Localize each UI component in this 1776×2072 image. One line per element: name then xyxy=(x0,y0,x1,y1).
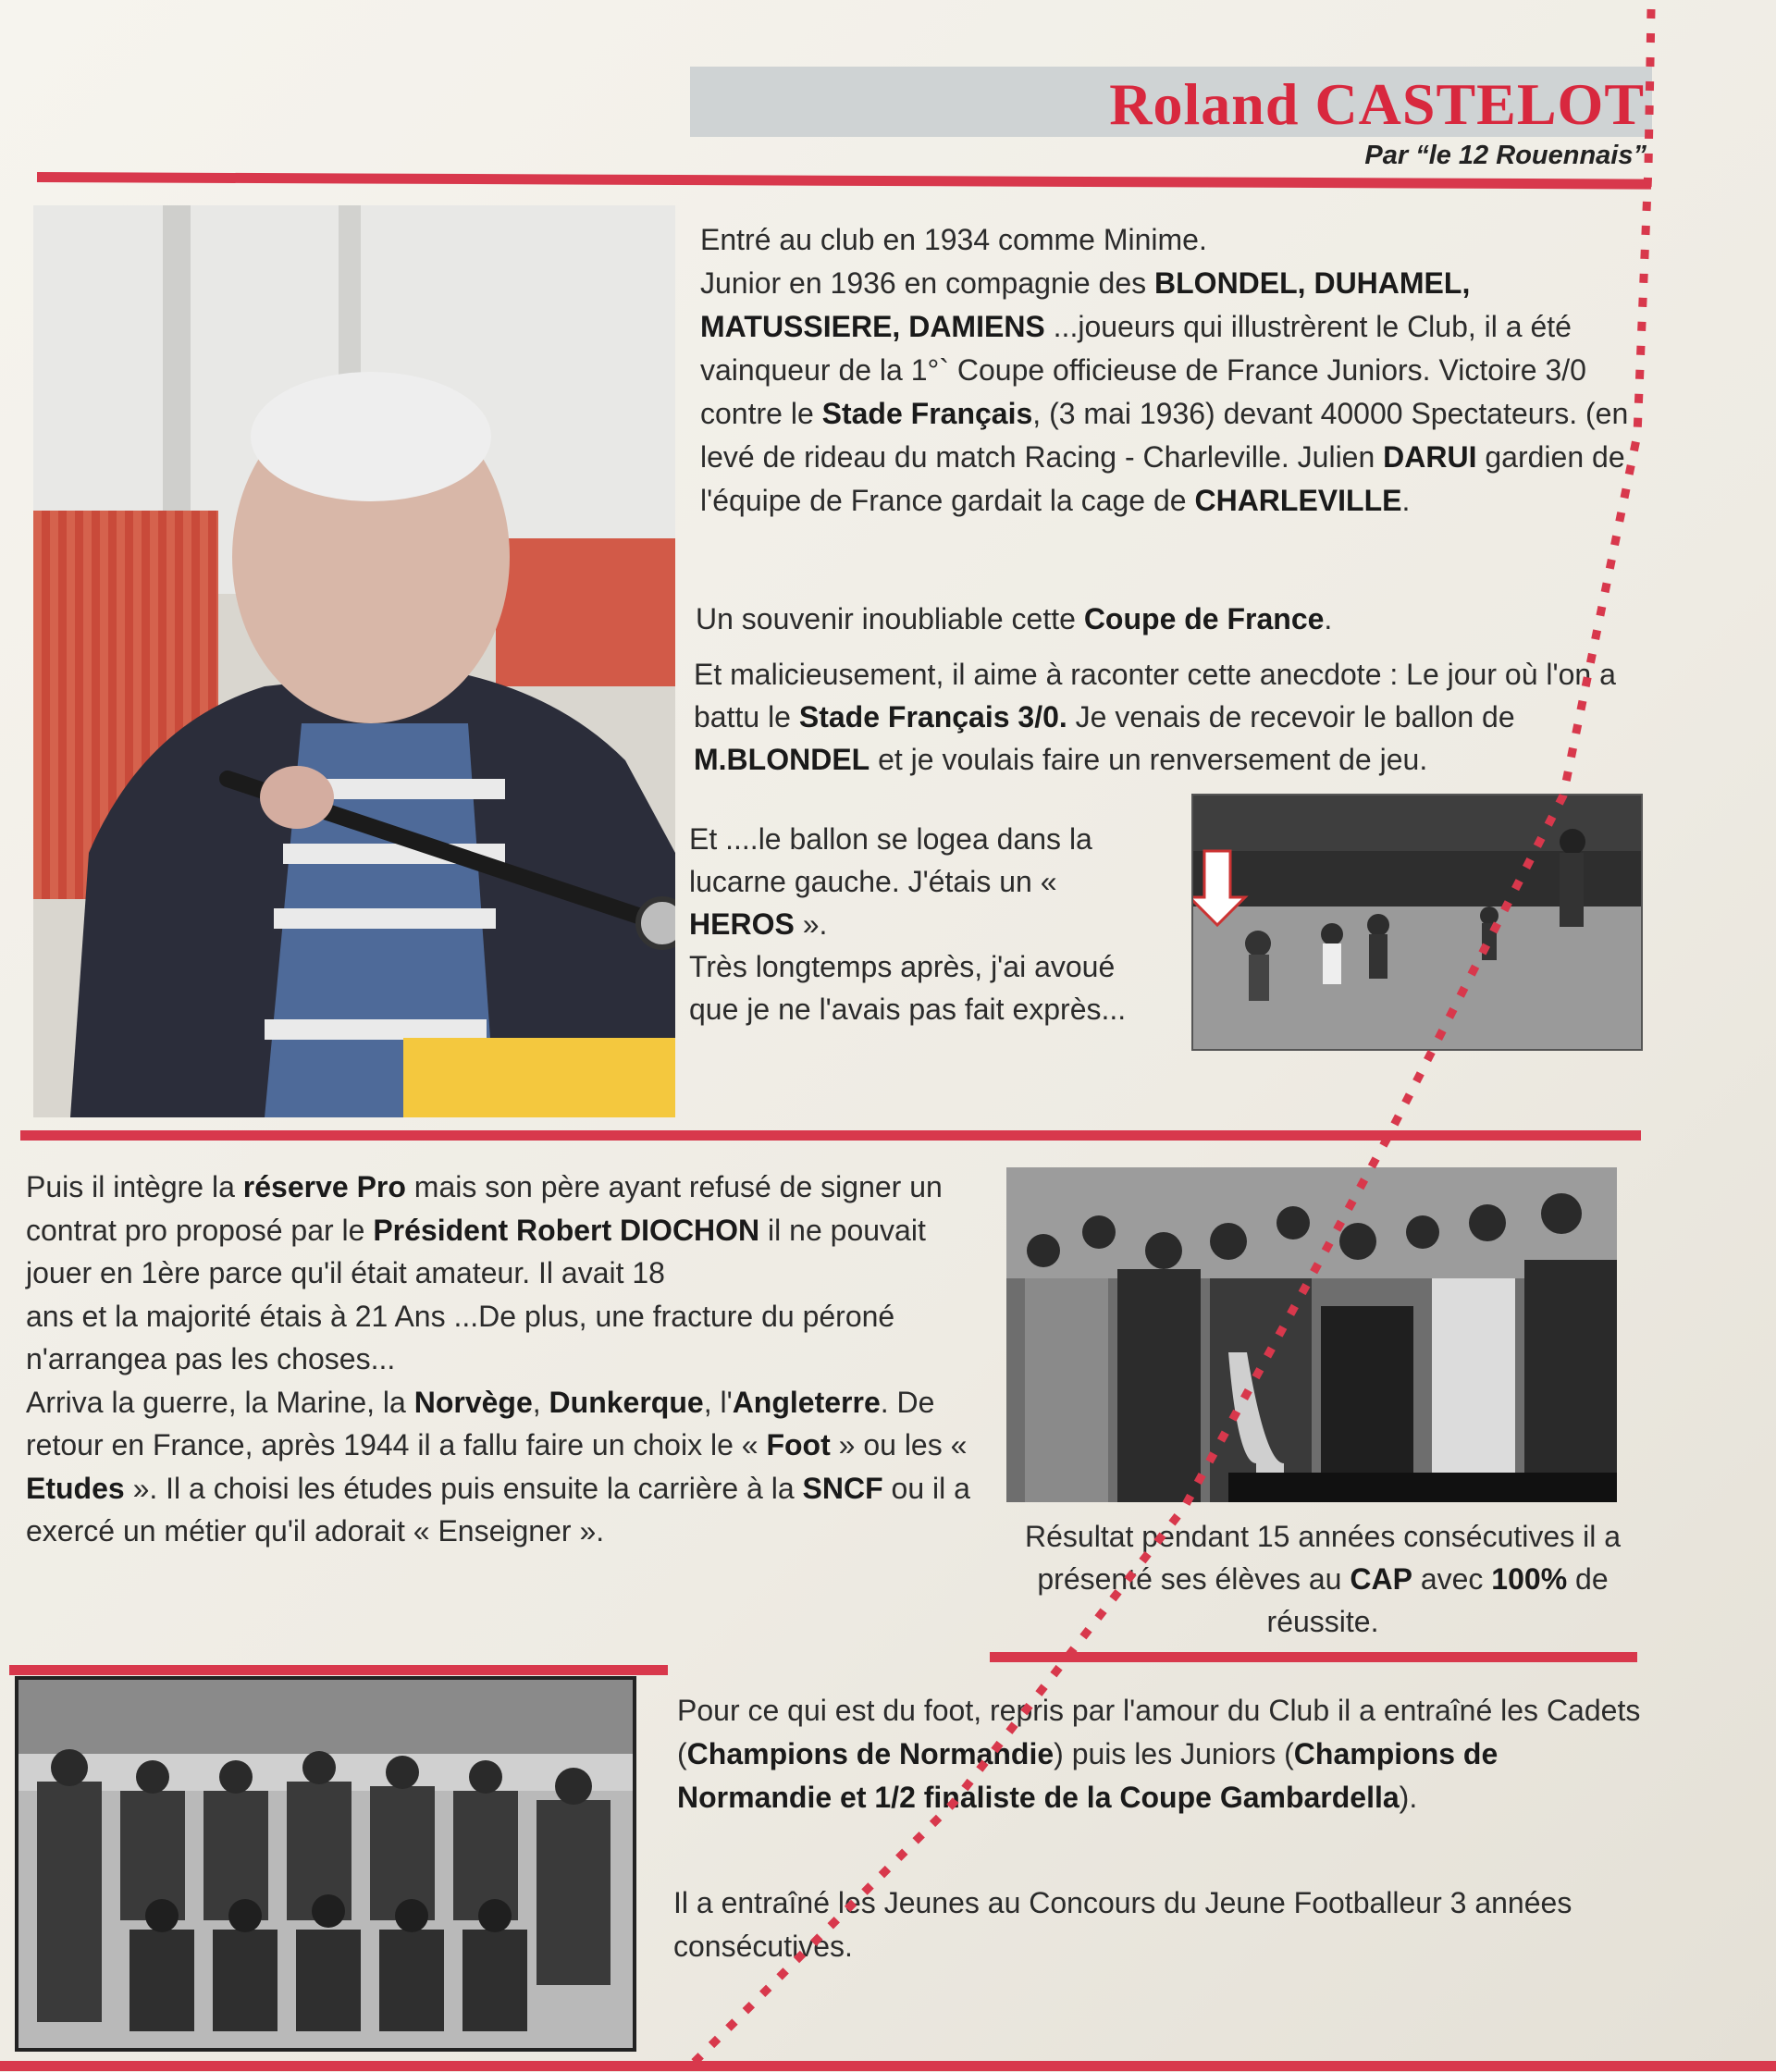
red-divider-bottom xyxy=(0,2061,1776,2071)
caption-run-1: CAP xyxy=(1350,1562,1412,1596)
reserve-run-5: Norvège xyxy=(413,1385,533,1419)
portrait-photo xyxy=(33,205,675,1117)
photo-caption xyxy=(990,1515,1656,1643)
foot-run-0: Pour ce qui est du foot, repris par l'amour du Club il a entraîné les Cadets ( xyxy=(677,1694,1641,1770)
intro-run-2: BLONDEL, DUHAMEL, MATUSSIERE, DAMIENS xyxy=(700,266,1471,343)
reserve-run-3: Président Robert DIOCHON xyxy=(373,1213,760,1247)
reserve-run-4: il ne pouvait jouer en 1ère parce qu'il était amateur. Il avait 18 xyxy=(26,1213,926,1289)
intro-run-1: Junior en 1936 en compagnie des xyxy=(700,266,1155,300)
reserve-run-12: » ou les « xyxy=(830,1428,968,1462)
anecdote-run-2: Je venais de recevoir le ballon de xyxy=(1067,700,1515,734)
intro-run-6: DARUI xyxy=(1383,440,1477,474)
souvenir-run-0: Un souvenir inoubliable cette xyxy=(696,602,1084,635)
anecdote_rest-run-2: ». xyxy=(794,907,828,941)
reserve-run-10: . De retour en France, après 1944 il a fallu faire un choix le « xyxy=(26,1385,935,1462)
coaching-paragraph xyxy=(677,1689,1658,1819)
page-title: Roland CASTELOT xyxy=(1109,71,1645,137)
anecdote_rest-run-1: HEROS xyxy=(689,907,795,941)
trophy-team-photo xyxy=(1006,1167,1617,1502)
anecdote-run-0: Et malicieusement, il aime à raconter cette anecdote : Le jour où l'on a battu le xyxy=(694,658,1616,734)
reserve-run-13: Etudes xyxy=(26,1471,125,1505)
foot-run-2: ) puis les Juniors ( xyxy=(1054,1737,1294,1770)
junior-team-photo xyxy=(15,1676,636,2052)
foot-run-3: Champions de Normandie et 1/2 finaliste de la Coupe Gambardella xyxy=(677,1737,1498,1814)
red-divider-middle xyxy=(20,1130,1641,1141)
reserve-run-8: , l' xyxy=(703,1385,733,1419)
foot-run-4: ). xyxy=(1399,1781,1418,1814)
reserve-run-0: Puis il intègre la xyxy=(26,1170,243,1203)
reserve-run-16: ou il a exercé un métier qu'il adorait « Enseigner ». xyxy=(26,1471,970,1548)
reserve-run-7: Dunkerque xyxy=(549,1385,704,1419)
anecdote-run-4: et je voulais faire un renversement de jeu. xyxy=(870,743,1428,776)
reserve-paragraph xyxy=(26,1166,979,1553)
anecdote-continuation xyxy=(689,818,1170,1030)
intro-run-3: ...joueurs qui illustrèrent le Club, il a été vainqueur de la 1°` Coupe officieuse de France Juniors. Victoire 3/0 contre le xyxy=(700,310,1586,430)
reserve-run-2: mais son père ayant refusé de signer un contrat pro proposé par le xyxy=(26,1170,943,1247)
anecdote-run-3: M.BLONDEL xyxy=(694,743,870,776)
reserve-run-6: , xyxy=(532,1385,549,1419)
intro-paragraph xyxy=(700,218,1644,523)
caption-run-3: 100% xyxy=(1491,1562,1568,1596)
byline: Par “le 12 Rouennais” xyxy=(1364,141,1646,170)
match-photo xyxy=(1191,794,1643,1051)
jeunes-paragraph xyxy=(673,1881,1654,1968)
red-divider-lower-left xyxy=(9,1665,668,1675)
reserve-run-1: réserve Pro xyxy=(242,1170,406,1203)
intro-run-7: gardien de l'équipe de France gardait la cage de xyxy=(700,440,1625,517)
intro-run-0: Entré au club en 1934 comme Minime. xyxy=(700,223,1207,256)
caption-run-4: de réussite. xyxy=(1266,1562,1609,1638)
souvenir-run-2: . xyxy=(1324,602,1333,635)
intro-run-5: , (3 mai 1936) devant 40000 Spectateurs. (en levé de rideau du match Racing - Charleville. Julien xyxy=(700,397,1629,474)
reserve-run-4: Arriva la guerre, la Marine, la xyxy=(26,1385,414,1419)
caption-run-0: Résultat pendant 15 années consécutives il a présenté ses élèves au xyxy=(1025,1520,1621,1596)
reserve-run-15: SNCF xyxy=(802,1471,883,1505)
reserve-run-11: Foot xyxy=(766,1428,831,1462)
caption-run-2: avec xyxy=(1412,1562,1492,1596)
jeunes-run-0: Il a entraîné les Jeunes au Concours du Jeune Footballeur 3 années consécutives. xyxy=(673,1886,1572,1963)
reserve-run-4: ans et la majorité étais à 21 Ans ...De plus, une fracture du péroné n'arrangea pas les choses... xyxy=(26,1299,895,1375)
red-divider-lower-right xyxy=(990,1652,1637,1662)
reserve-run-14: ». Il a choisi les études puis ensuite la carrière à la xyxy=(124,1471,803,1505)
anecdote_rest-run-0: Et ....le ballon se logea dans la lucarne gauche. J'étais un « xyxy=(689,822,1092,898)
anecdote-run-1: Stade Français 3/0. xyxy=(798,700,1067,734)
souvenir-run-1: Coupe de France xyxy=(1083,602,1325,635)
reserve-run-9: Angleterre xyxy=(732,1385,881,1419)
intro-run-4: Stade Français xyxy=(821,397,1033,430)
anecdote_rest-run-2: Très longtemps après, j'ai avoué que je ne l'avais pas fait exprès... xyxy=(689,950,1127,1026)
intro-run-9: . xyxy=(1401,484,1411,517)
anecdote-paragraph xyxy=(694,653,1646,781)
intro-run-8: CHARLEVILLE xyxy=(1194,484,1402,517)
souvenir-paragraph xyxy=(696,598,1639,641)
foot-run-1: Champions de Normandie xyxy=(686,1737,1054,1770)
